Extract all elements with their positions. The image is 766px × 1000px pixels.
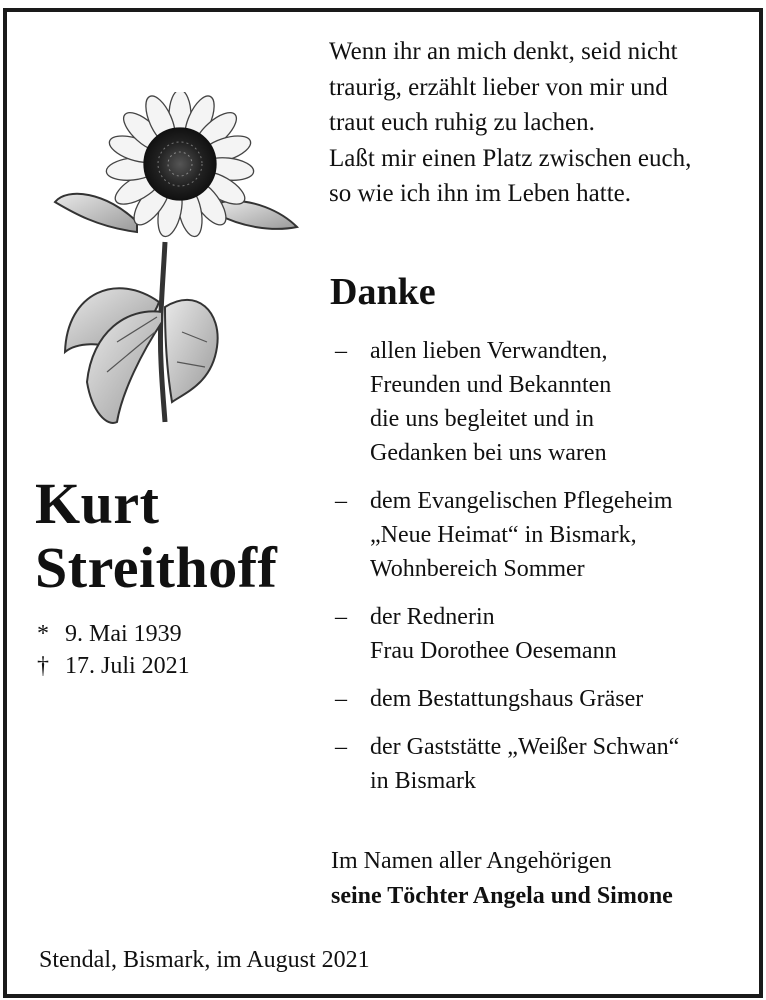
last-name: Streithoff [35, 535, 278, 600]
list-item [335, 730, 755, 798]
closing-signature [331, 844, 673, 914]
item-line: der Gaststätte „Weißer Schwan“ [370, 734, 680, 760]
thanks-title: Danke [330, 271, 436, 313]
dash-bullet: – [335, 686, 347, 712]
list-item [335, 484, 755, 586]
list-item [335, 600, 755, 668]
item-line: dem Evangelischen Pflegeheim [370, 488, 673, 514]
birth-date: 9. Mai 1939 [65, 621, 182, 647]
item-line: die uns begleitet und in [370, 406, 594, 432]
item-line: Wohnbereich Sommer [370, 556, 585, 582]
poem-line: Wenn ihr an mich denkt, seid nicht [329, 38, 678, 65]
closing-line: Im Namen aller Angehörigen [331, 848, 612, 874]
birth-row [37, 618, 190, 650]
death-date: 17. Juli 2021 [65, 653, 190, 679]
poem-line: so wie ich ihn im Leben hatte. [329, 180, 632, 207]
poem-line: traurig, erzählt lieber von mir und [329, 73, 668, 101]
item-line: in Bismark [370, 768, 476, 794]
death-row [37, 650, 190, 682]
item-line: Freunden und Bekannten [370, 372, 612, 398]
dash-bullet: – [335, 734, 347, 760]
poem-line: traut euch ruhig zu lachen. [329, 109, 595, 136]
poem-line: Laßt mir einen Platz zwischen euch, [329, 144, 692, 172]
sunflower-illustration [47, 92, 307, 427]
notice-frame [3, 8, 763, 998]
item-line: allen lieben Verwandten, [370, 338, 608, 364]
item-line: dem Bestattungshaus Gräser [370, 686, 644, 712]
birth-star-icon: * [37, 621, 49, 647]
item-line: Frau Dorothee Oesemann [370, 638, 617, 664]
thanks-list [335, 334, 755, 812]
place-date: Stendal, Bismark, im August 2021 [39, 947, 370, 973]
poem [329, 34, 749, 212]
item-line: Gedanken bei uns waren [370, 440, 607, 466]
item-line: „Neue Heimat“ in Bismark, [370, 522, 637, 548]
item-line: der Rednerin [370, 604, 495, 630]
life-dates [37, 618, 190, 682]
dash-bullet: – [335, 338, 347, 364]
dash-bullet: – [335, 604, 347, 630]
signature-names: seine Töchter Angela und Simone [331, 883, 673, 909]
death-cross-icon: † [37, 653, 49, 679]
deceased-name [35, 472, 277, 600]
list-item [335, 682, 755, 716]
list-item [335, 334, 755, 470]
first-name: Kurt [35, 471, 160, 536]
dash-bullet: – [335, 488, 347, 514]
